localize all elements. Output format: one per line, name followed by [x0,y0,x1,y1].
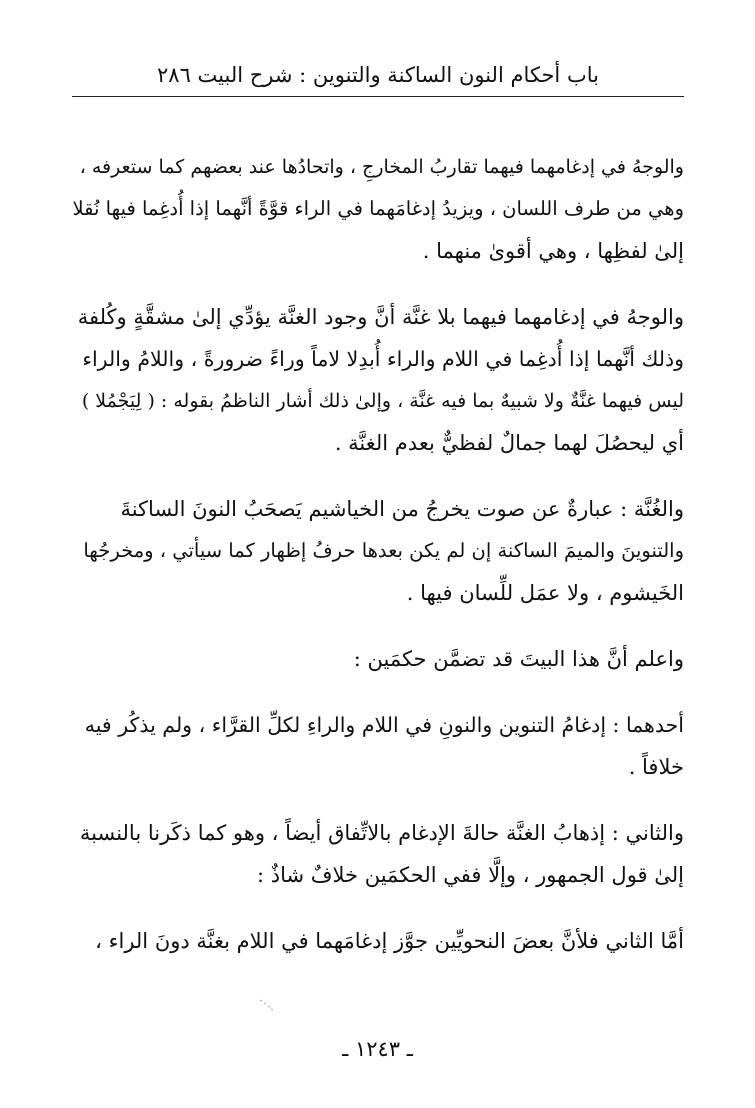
paragraph [72,638,684,680]
text-line: وهي من طرف اللسان ، ويزيدُ إدغامَهما في الراء قوَّةً أنَّهما إذا أُدغِما فيها نُقلا [72,197,684,220]
text-line: أحدهما : إدغامُ التنوين والنونِ في اللام والراءِ لكلِّ القرَّاء ، ولم يذكُر فيه [84,713,684,737]
text-line: والوجهُ في إدغامهما فيهما تقاربُ المخارجِ ، واتحادُها عند بعضهم كما ستعرفه ، [79,156,684,178]
header-rule [72,96,684,97]
text-line: والوجهُ في إدغامهما فيهما بلا غنَّة أنَّ وجود الغنَّة يؤدِّي إلىٰ مشقَّةٍ وكُلفة [77,305,684,329]
paragraph [72,488,684,614]
paragraph [72,146,684,272]
paragraph [72,920,684,962]
paragraph [72,812,684,896]
scan-specks [260,1000,274,1012]
text-line: أمَّا الثاني فلأنَّ بعضَ النحويِّين جوَّز إدغامَهما في اللام بغنَّة دونَ الراء ، [95,929,684,953]
page-number: ـ ١٢٤٣ ـ [342,1037,413,1061]
text-line: إلىٰ لفظِها ، وهي أقوىٰ منهما . [422,239,684,263]
paragraph [72,296,684,464]
text-line: الخَيشوم ، ولا عمَل للِّسان فيها . [406,581,684,605]
text-line: إلىٰ قول الجمهور ، وإلَّا ففي الحكمَين خلافٌ شاذٌ : [256,863,684,887]
text-line: والثاني : إذهابُ الغنَّة حالةَ الإدغام بالاتِّفاق أيضاً ، وهو كما ذكَرنا بالنسبة [79,821,684,845]
text-line: خلافاً . [628,755,684,779]
running-header: باب أحكام النون الساكنة والتنوين : شرح البيت ٢٨٦ [157,63,599,87]
text-line: وذلك أنَّهما إذا أُدغِما في اللام والراء أُبدِلا لاماً وراءً ضرورةً ، واللامُ والراء [82,347,684,371]
text-line: أي ليحصُلَ لهما جمالٌ لفظيٌّ بعدم الغنَّة . [334,431,684,455]
body-text [72,146,684,962]
text-line: والغُنَّة : عبارةٌ عن صوت يخرجُ من الخياشيم يَصحَبُ النونَ الساكنةَ [120,497,684,521]
text-line: والتنوينَ والميمَ الساكنة إن لم يكن بعدها حرفُ إظهار كما سيأتي ، ومخرجُها [83,539,684,562]
text-line: ليس فيهما غنَّةٌ ولا شبيهٌ بما فيه غنَّة ، وإلىٰ ذلك أشار الناظمُ بقوله : ( لِيَجْمُلا ) [81,390,684,412]
paragraph [72,704,684,788]
text-line: واعلم أنَّ هذا البيتَ قد تضمَّن حكمَين : [353,647,684,671]
